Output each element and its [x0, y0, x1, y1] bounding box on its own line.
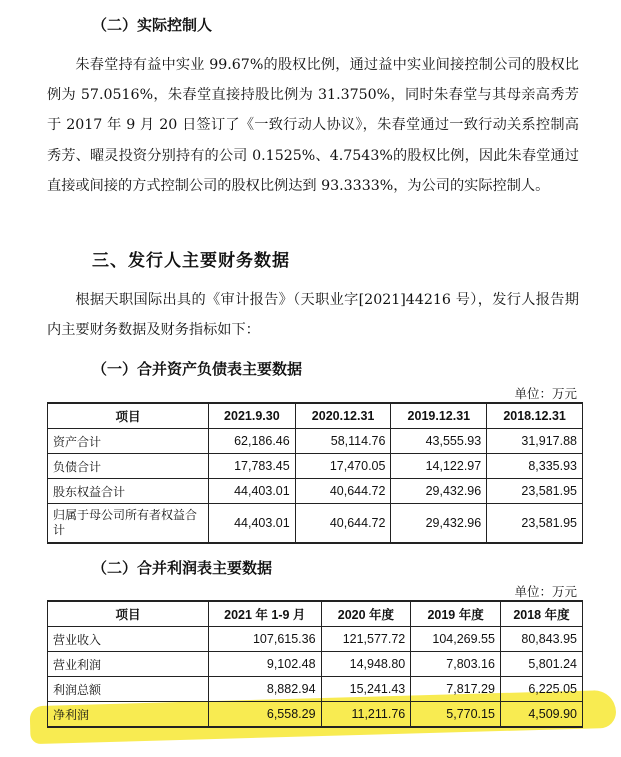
row-label: 利润总额 [48, 677, 209, 702]
table-cell: 8,335.93 [487, 454, 583, 479]
table-cell: 43,555.93 [391, 429, 487, 454]
table-cell: 80,843.95 [500, 627, 582, 652]
table-row [48, 677, 583, 702]
table-cell: 8,882.94 [209, 677, 322, 702]
column-header: 项目 [48, 403, 209, 429]
table-row [48, 429, 583, 454]
balance-sheet-unit: 单位：万元 [514, 386, 577, 401]
table-row [48, 454, 583, 479]
column-header: 2019.12.31 [391, 403, 487, 429]
table-cell: 17,470.05 [295, 454, 391, 479]
table-cell: 29,432.96 [391, 504, 487, 544]
table-cell: 6,558.29 [209, 702, 322, 728]
income-statement-heading: （二）合并利润表主要数据 [92, 559, 273, 577]
table-cell: 40,644.72 [295, 504, 391, 544]
table-cell: 7,803.16 [411, 652, 501, 677]
row-label: 营业收入 [48, 627, 209, 652]
balance-sheet-heading: （一）合并资产负债表主要数据 [92, 360, 303, 378]
column-header: 项目 [48, 601, 209, 627]
table-cell: 62,186.46 [209, 429, 296, 454]
column-header: 2021 年 1-9 月 [209, 601, 322, 627]
table-cell: 9,102.48 [209, 652, 322, 677]
table-cell: 29,432.96 [391, 479, 487, 504]
column-header: 2018 年度 [500, 601, 582, 627]
table-cell: 44,403.01 [209, 504, 296, 544]
table-row [48, 652, 583, 677]
table-cell: 6,225.05 [500, 677, 582, 702]
table-row-highlighted [48, 702, 583, 728]
financial-heading: 三、发行人主要财务数据 [92, 251, 290, 271]
column-header: 2019 年度 [411, 601, 501, 627]
controller-heading: （二）实际控制人 [92, 16, 213, 34]
table-row [48, 479, 583, 504]
column-header: 2020.12.31 [295, 403, 391, 429]
table-row [48, 627, 583, 652]
row-label: 负债合计 [48, 454, 209, 479]
balance-sheet-table [47, 402, 583, 544]
income-statement-unit: 单位：万元 [514, 584, 577, 599]
table-cell: 14,122.97 [391, 454, 487, 479]
column-header: 2021.9.30 [209, 403, 296, 429]
table-cell: 17,783.45 [209, 454, 296, 479]
row-label: 资产合计 [48, 429, 209, 454]
financial-paragraph: 根据天职国际出具的《审计报告》（天职业字[2021]44216 号），发行人报告期内主要财务数据及财务指标如下： [47, 292, 579, 339]
controller-paragraph: 朱春堂持有益中实业 99.67%的股权比例，通过益中实业间接控制公司的股权比例为 57.0516%，朱春堂直接持股比例为 31.3750%，同时朱春堂与其母亲高秀芳于 2017 年 9 月 20 日签订了《一致行动人协议》，朱春堂通过一致行动关系控制高秀芳、曜灵投资分别持有的公司 0.1525%、4.7543%的股权比例，因此朱春堂通过直接或间接的方式控制公司的股权比例达到 93.3333%，为公司的实际控制人。 [47, 57, 579, 194]
table-row [48, 504, 583, 544]
table-cell: 44,403.01 [209, 479, 296, 504]
row-label: 营业利润 [48, 652, 209, 677]
row-label: 归属于母公司所有者权益合计 [48, 504, 209, 544]
table-cell: 5,770.15 [411, 702, 501, 728]
table-cell: 121,577.72 [321, 627, 411, 652]
table-cell: 104,269.55 [411, 627, 501, 652]
table-cell: 15,241.43 [321, 677, 411, 702]
column-header: 2020 年度 [321, 601, 411, 627]
table-cell: 5,801.24 [500, 652, 582, 677]
column-header: 2018.12.31 [487, 403, 583, 429]
table-cell: 40,644.72 [295, 479, 391, 504]
table-cell: 23,581.95 [487, 479, 583, 504]
table-cell: 23,581.95 [487, 504, 583, 544]
income-statement-table [47, 600, 583, 728]
table-cell: 107,615.36 [209, 627, 322, 652]
table-header-row [48, 601, 583, 627]
row-label: 股东权益合计 [48, 479, 209, 504]
table-cell: 31,917.88 [487, 429, 583, 454]
table-cell: 58,114.76 [295, 429, 391, 454]
table-cell: 4,509.90 [500, 702, 582, 728]
table-cell: 7,817.29 [411, 677, 501, 702]
table-cell: 11,211.76 [321, 702, 411, 728]
row-label: 净利润 [48, 702, 209, 728]
table-header-row [48, 403, 583, 429]
table-cell: 14,948.80 [321, 652, 411, 677]
